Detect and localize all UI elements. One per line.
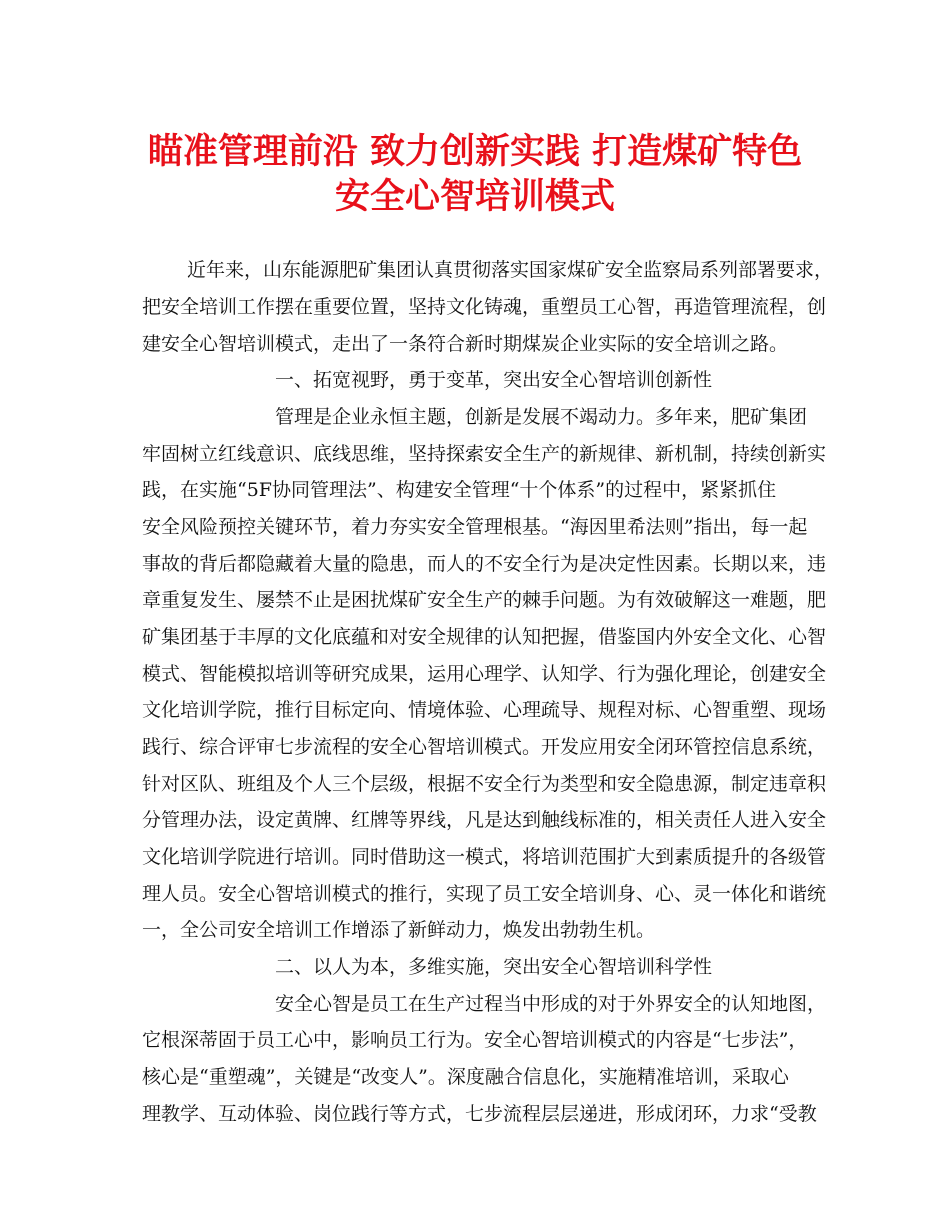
body-line: 一，全公司安全培训工作增添了新鲜动力，焕发出勃勃生机。: [142, 919, 656, 941]
body-line: 理教学、互动体验、岗位践行等方式，七步流程层层递进，形成闭环，力求“受教: [142, 1103, 817, 1125]
body-line: 建安全心智培训模式，走出了一条符合新时期煤炭企业实际的安全培训之路。: [142, 333, 789, 355]
section-heading: 一、拓宽视野，勇于变革，突出安全心智培训创新性: [275, 369, 713, 391]
body-line: 理人员。安全心智培训模式的推行，实现了员工安全培训身、心、灵一体化和谐统: [142, 883, 827, 905]
body-line: 文化培训学院进行培训。同时借助这一模式，将培训范围扩大到素质提升的各级管: [142, 846, 827, 868]
body-line: 安全风险预控关键环节，着力夯实安全管理根基。“海因里希法则”指出，每一起: [142, 516, 808, 538]
body-line: 针对区队、班组及个人三个层级，根据不安全行为类型和安全隐患源，制定违章积: [142, 773, 827, 795]
body-line: 践行、综合评审七步流程的安全心智培训模式。开发应用安全闭环管控信息系统，: [142, 736, 827, 758]
body-line: 牢固树立红线意识、底线思维，坚持探索安全生产的新规律、新机制，持续创新实: [142, 443, 827, 465]
body-line: 分管理办法，设定黄牌、红牌等界线，凡是达到触线标准的，相关责任人进入安全: [142, 809, 827, 831]
body-line: 近年来，山东能源肥矿集团认真贯彻落实国家煤矿安全监察局系列部署要求，: [187, 259, 834, 281]
body-line: 践，在实施“5F协同管理法”、构建安全管理“十个体系”的过程中，紧紧抓住: [142, 479, 777, 501]
document-title-line-2: 安全心智培训模式: [334, 176, 615, 217]
body-line: 管理是企业永恒主题，创新是发展不竭动力。多年来，肥矿集团: [275, 406, 808, 428]
body-line: 把安全培训工作摆在重要位置，坚持文化铸魂，重塑员工心智，再造管理流程，创: [142, 296, 827, 318]
body-line: 文化培训学院，推行目标定向、情境体验、心理疏导、规程对标、心智重塑、现场: [142, 699, 827, 721]
body-line: 事故的背后都隐藏着大量的隐患，而人的不安全行为是决定性因素。长期以来，违: [142, 553, 827, 575]
body-line: 安全心智是员工在生产过程当中形成的对于外界安全的认知地图，: [275, 993, 827, 1015]
body-line: 章重复发生、屡禁不止是困扰煤矿安全生产的棘手问题。为有效破解这一难题，肥: [142, 589, 827, 611]
body-line: 核心是“重塑魂”，关键是“改变人”。深度融合信息化，实施精准培训，采取心: [142, 1066, 789, 1088]
body-line: 它根深蒂固于员工心中，影响员工行为。安全心智培训模式的内容是“七步法”，: [142, 1029, 808, 1051]
body-line: 矿集团基于丰厚的文化底蕴和对安全规律的认知把握，借鉴国内外安全文化、心智: [142, 626, 827, 648]
section-heading: 二、以人为本，多维实施，突出安全心智培训科学性: [275, 956, 713, 978]
body-line: 模式、智能模拟培训等研究成果，运用心理学、认知学、行为强化理论，创建安全: [142, 663, 827, 685]
document-title-line-1: 瞄准管理前沿 致力创新实践 打造煤矿特色: [147, 131, 803, 172]
